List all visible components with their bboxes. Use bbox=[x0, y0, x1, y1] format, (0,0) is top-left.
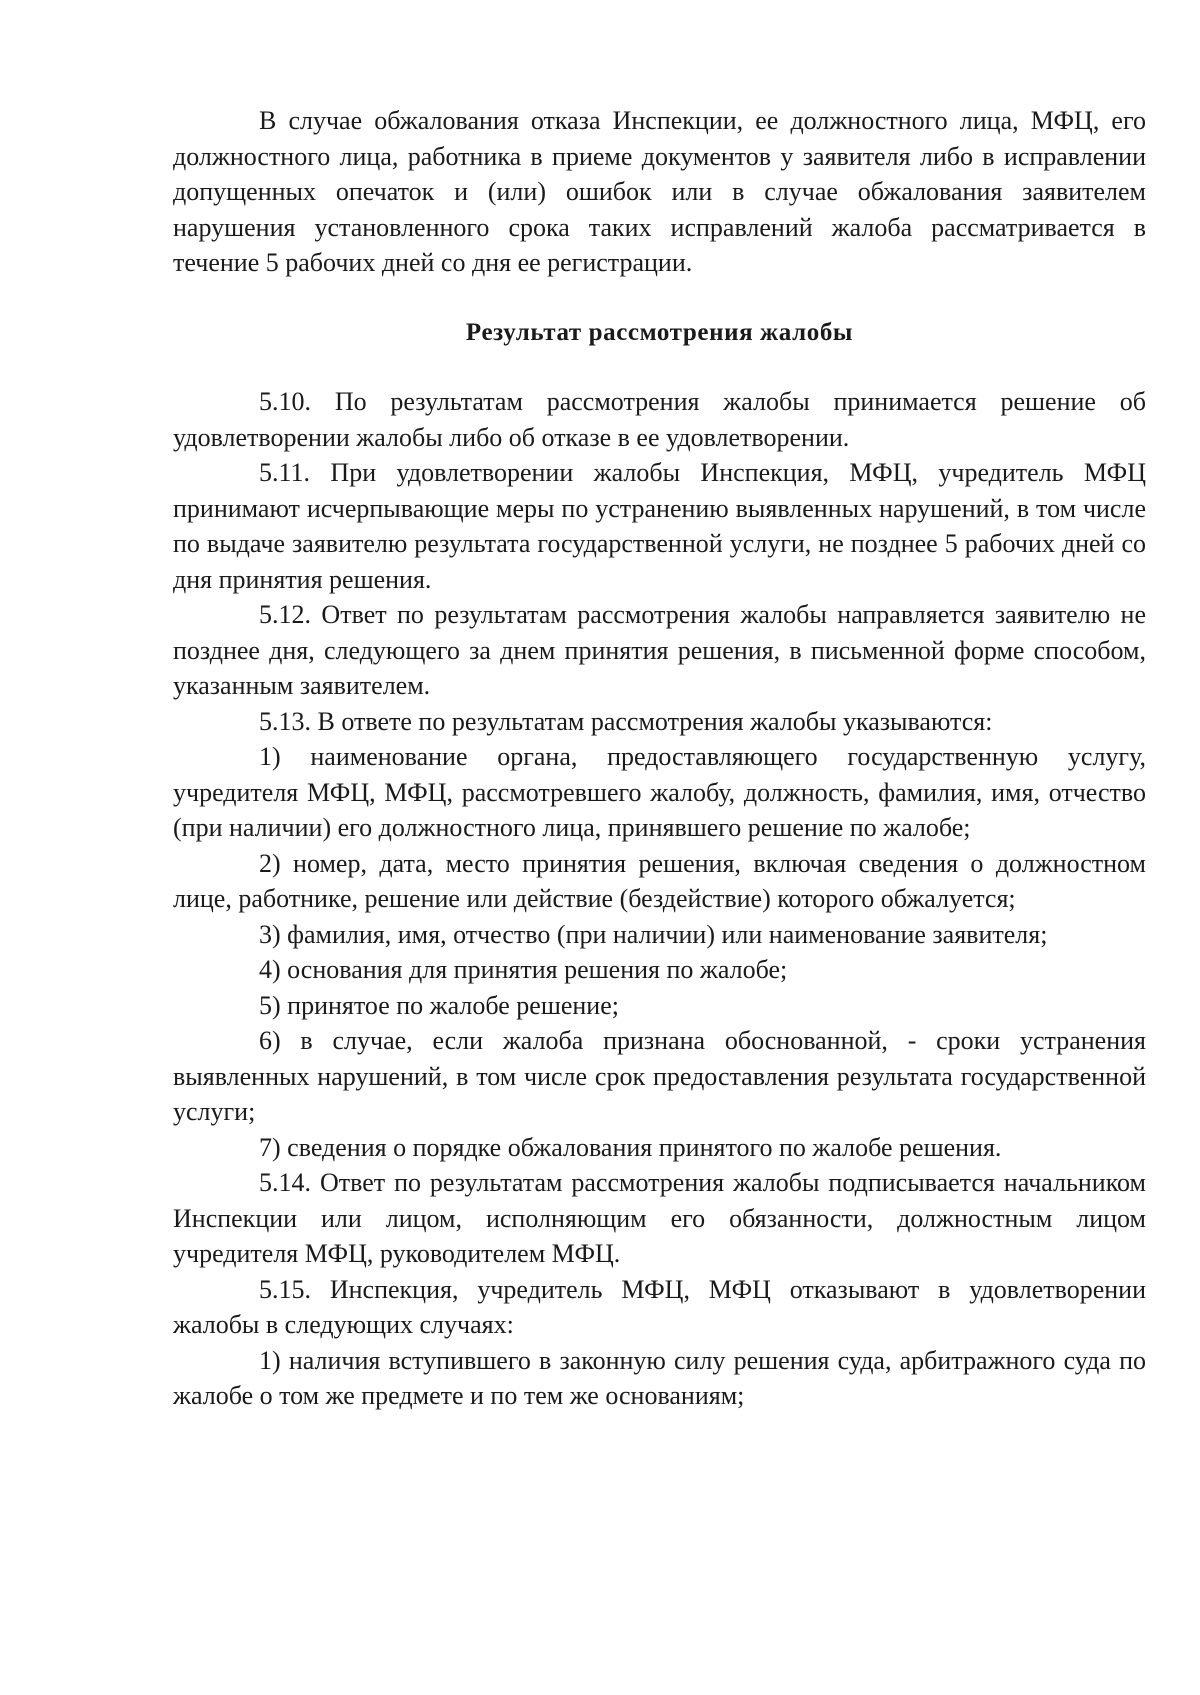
refusal-item-1: 1) наличия вступившего в законную силу решения суда, арбитражного суда по жалобе о том же предмете и по тем же основаниям; bbox=[173, 1345, 1146, 1410]
list-item-1: 1) наименование органа, предоставляющего государственную услугу, учредителя МФЦ, МФЦ, рассмотревшего жалобу, должность, фамилия, имя, отчество (при наличии) его должностного лица, принявшего решение по жалобе; bbox=[173, 742, 1146, 842]
list-item-7: 7) сведения о порядке обжалования принятого по жалобе решения. bbox=[259, 1132, 1002, 1162]
paragraph-5-13: 5.13. В ответе по результатам рассмотрения жалобы указываются: bbox=[259, 706, 993, 736]
paragraph-5-12: 5.12. Ответ по результатам рассмотрения жалобы направляется заявителю не позднее дня, следующего за днем принятия решения, в письменной форме способом, указанным заявителем. bbox=[173, 600, 1146, 700]
intro-paragraph: В случае обжалования отказа Инспекции, ее должностного лица, МФЦ, его должностного лица, работника в приеме документов у заявителя либо в исправлении допущенных опечаток и (или) ошибок или в случае обжалования заявителем нарушения установленного срока таких исправлений жалоба рассматривается в течение 5 рабочих дней со дня ее регистрации. bbox=[173, 106, 1146, 277]
paragraph-5-15: 5.15. Инспекция, учредитель МФЦ, МФЦ отказывают в удовлетворении жалобы в следующих случаях: bbox=[173, 1274, 1146, 1339]
paragraph-5-11: 5.11. При удовлетворении жалобы Инспекция, МФЦ, учредитель МФЦ принимают исчерпывающие меры по устранению выявленных нарушений, в том числе по выдаче заявителю результата государственной услуги, не позднее 5 рабочих дней со дня принятия решения. bbox=[173, 458, 1146, 594]
document-body bbox=[173, 103, 1146, 1414]
list-item-4: 4) основания для принятия решения по жалобе; bbox=[259, 955, 788, 984]
list-item-2: 2) номер, дата, место принятия решения, включая сведения о должностном лице, работнике, решение или действие (бездействие) которого обжалуется; bbox=[173, 848, 1146, 913]
list-item-5: 5) принятое по жалобе решение; bbox=[259, 990, 619, 1020]
paragraph-5-10: 5.10. По результатам рассмотрения жалобы принимается решение об удовлетворении жалобы либо об отказе в ее удовлетворении. bbox=[173, 387, 1146, 452]
list-item-3: 3) фамилия, имя, отчество (при наличии) или наименование заявителя; bbox=[259, 919, 1048, 949]
list-item-6: 6) в случае, если жалоба признана обоснованной, - сроки устранения выявленных нарушений, в том числе срок предоставления результата государственной услуги; bbox=[173, 1026, 1146, 1126]
section-heading: Результат рассмотрения жалобы bbox=[465, 318, 854, 346]
paragraph-5-14: 5.14. Ответ по результатам рассмотрения жалобы подписывается начальником Инспекции или лицом, исполняющим его обязанности, должностным лицом учредителя МФЦ, руководителем МФЦ. bbox=[173, 1168, 1146, 1268]
